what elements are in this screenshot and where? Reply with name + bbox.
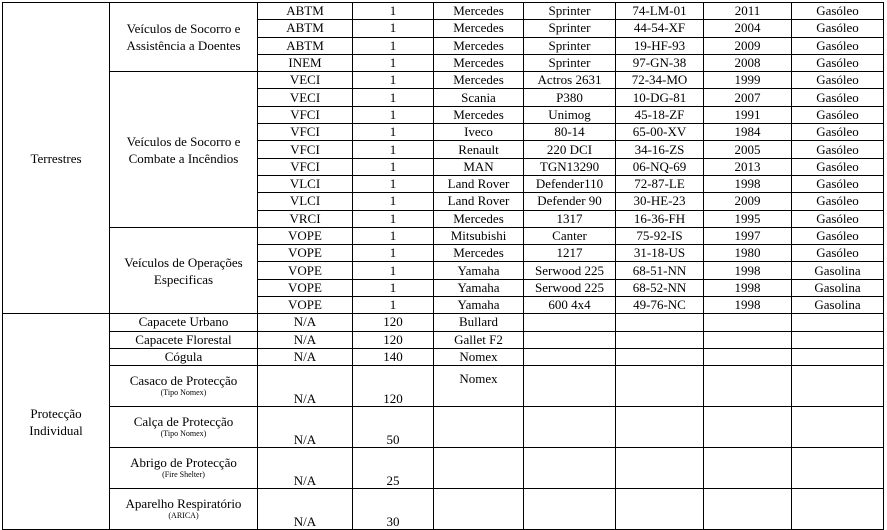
empty-cell	[792, 489, 884, 530]
vehicle-qty: 1	[353, 89, 434, 106]
empty-cell	[524, 366, 616, 407]
vehicle-code: VLCI	[258, 193, 353, 210]
vehicle-fuel: Gasóleo	[792, 20, 884, 37]
vehicle-year: 2007	[704, 89, 792, 106]
protection-item	[110, 331, 258, 348]
vehicle-brand: Renault	[434, 141, 524, 158]
vehicle-qty: 1	[353, 37, 434, 54]
vehicle-plate: 06-NQ-69	[616, 158, 704, 175]
vehicle-year: 1998	[704, 175, 792, 192]
vehicle-qty: 1	[353, 20, 434, 37]
vehicle-plate: 44-54-XF	[616, 20, 704, 37]
vehicle-code: VECI	[258, 89, 353, 106]
protection-na: N/A	[258, 348, 353, 365]
vehicle-brand: Land Rover	[434, 175, 524, 192]
vehicle-year: 2009	[704, 37, 792, 54]
vehicle-plate: 97-GN-38	[616, 54, 704, 71]
protection-row	[3, 314, 884, 331]
vehicle-year: 2005	[704, 141, 792, 158]
protection-item	[110, 366, 258, 407]
vehicle-code: ABTM	[258, 37, 353, 54]
protection-item-name: Capacete Urbano	[138, 314, 229, 330]
vehicle-plate: 49-76-NC	[616, 297, 704, 314]
vehicle-brand: Mercedes	[434, 210, 524, 227]
vehicle-model: 220 DCI	[524, 141, 616, 158]
protection-item	[110, 348, 258, 365]
vehicle-model: 1317	[524, 210, 616, 227]
protection-na: N/A	[258, 448, 353, 489]
vehicle-brand: Scania	[434, 89, 524, 106]
vehicle-plate: 45-18-ZF	[616, 106, 704, 123]
vehicle-fuel: Gasóleo	[792, 89, 884, 106]
empty-cell	[616, 448, 704, 489]
vehicle-model: Sprinter	[524, 20, 616, 37]
vehicle-fuel: Gasóleo	[792, 54, 884, 71]
vehicle-model: TGN13290	[524, 158, 616, 175]
vehicle-year: 1998	[704, 279, 792, 296]
vehicle-fuel: Gasóleo	[792, 193, 884, 210]
category-proteccao: Protecção Individual	[3, 314, 110, 530]
vehicle-plate: 30-HE-23	[616, 193, 704, 210]
vehicle-year: 1984	[704, 124, 792, 141]
empty-cell	[616, 348, 704, 365]
vehicle-brand: Mercedes	[434, 245, 524, 262]
vehicle-model: 80-14	[524, 124, 616, 141]
vehicle-brand: MAN	[434, 158, 524, 175]
vehicle-model: Sprinter	[524, 54, 616, 71]
vehicle-qty: 1	[353, 279, 434, 296]
vehicle-qty: 1	[353, 3, 434, 20]
vehicle-qty: 1	[353, 175, 434, 192]
vehicle-year: 1998	[704, 262, 792, 279]
protection-row	[3, 407, 884, 448]
vehicle-brand: Yamaha	[434, 262, 524, 279]
proteccao-section	[3, 314, 884, 530]
vehicle-code: VFCI	[258, 106, 353, 123]
protection-qty: 140	[353, 348, 434, 365]
vehicle-plate: 16-36-FH	[616, 210, 704, 227]
protection-qty: 120	[353, 366, 434, 407]
protection-item	[110, 489, 258, 530]
vehicle-model: P380	[524, 89, 616, 106]
vehicle-year: 2009	[704, 193, 792, 210]
vehicle-model: Serwood 225	[524, 279, 616, 296]
vehicle-code: VFCI	[258, 124, 353, 141]
vehicle-qty: 1	[353, 106, 434, 123]
vehicle-fuel: Gasóleo	[792, 210, 884, 227]
empty-cell	[616, 314, 704, 331]
vehicle-brand: Land Rover	[434, 193, 524, 210]
vehicle-model: Serwood 225	[524, 262, 616, 279]
vehicle-fuel: Gasóleo	[792, 245, 884, 262]
protection-brand: Bullard	[434, 314, 524, 331]
vehicle-qty: 1	[353, 245, 434, 262]
vehicle-plate: 31-18-US	[616, 245, 704, 262]
empty-cell	[616, 489, 704, 530]
vehicle-code: ABTM	[258, 20, 353, 37]
empty-cell	[524, 489, 616, 530]
protection-qty: 120	[353, 314, 434, 331]
protection-item-name: Aparelho Respiratório	[125, 496, 242, 512]
protection-qty: 120	[353, 331, 434, 348]
protection-row	[3, 348, 884, 365]
protection-item-type: (Fire Shelter)	[162, 470, 205, 480]
protection-row	[3, 489, 884, 530]
protection-item-type: (Tipo Nomex)	[160, 429, 207, 439]
empty-cell	[792, 448, 884, 489]
vehicle-model: 600 4x4	[524, 297, 616, 314]
vehicle-model: 1217	[524, 245, 616, 262]
protection-item-type: (Tipo Nomex)	[160, 388, 207, 398]
empty-cell	[704, 489, 792, 530]
vehicle-year: 1999	[704, 72, 792, 89]
vehicle-fuel: Gasóleo	[792, 106, 884, 123]
protection-item-name: Capacete Florestal	[135, 331, 232, 347]
vehicle-plate: 68-51-NN	[616, 262, 704, 279]
vehicle-model: Actros 2631	[524, 72, 616, 89]
vehicle-qty: 1	[353, 262, 434, 279]
vehicle-year: 2013	[704, 158, 792, 175]
vehicle-qty: 1	[353, 54, 434, 71]
protection-item	[110, 407, 258, 448]
empty-cell	[792, 407, 884, 448]
protection-qty: 25	[353, 448, 434, 489]
empty-cell	[524, 314, 616, 331]
vehicle-qty: 1	[353, 227, 434, 244]
vehicle-model: Canter	[524, 227, 616, 244]
vehicle-code: VFCI	[258, 141, 353, 158]
vehicle-fuel: Gasolina	[792, 279, 884, 296]
terrestres-section	[3, 3, 884, 314]
empty-cell	[704, 366, 792, 407]
vehicle-fuel: Gasolina	[792, 262, 884, 279]
empty-cell	[792, 366, 884, 407]
vehicle-qty: 1	[353, 193, 434, 210]
vehicle-brand: Mitsubishi	[434, 227, 524, 244]
vehicle-qty: 1	[353, 72, 434, 89]
vehicle-model: Unimog	[524, 106, 616, 123]
empty-cell	[704, 448, 792, 489]
vehicle-group-name: Veículos de Socorro e Assistência a Doentes	[110, 3, 258, 72]
vehicle-brand: Yamaha	[434, 279, 524, 296]
empty-cell	[792, 348, 884, 365]
vehicle-year: 2004	[704, 20, 792, 37]
vehicle-brand: Mercedes	[434, 106, 524, 123]
vehicle-row	[3, 72, 884, 89]
vehicle-fuel: Gasóleo	[792, 141, 884, 158]
vehicle-code: VOPE	[258, 262, 353, 279]
vehicle-brand: Mercedes	[434, 72, 524, 89]
vehicle-brand: Mercedes	[434, 3, 524, 20]
protection-brand: Nomex	[434, 366, 524, 407]
inventory-table	[2, 2, 884, 530]
empty-cell	[704, 348, 792, 365]
protection-brand	[434, 448, 524, 489]
vehicle-plate: 72-34-MO	[616, 72, 704, 89]
vehicle-row	[3, 3, 884, 20]
vehicle-group-name: Veículos de Socorro e Combate a Incêndios	[110, 72, 258, 228]
empty-cell	[524, 348, 616, 365]
protection-brand: Gallet F2	[434, 331, 524, 348]
vehicle-code: VRCI	[258, 210, 353, 227]
protection-item-name: Abrigo de Protecção	[130, 455, 237, 471]
protection-brand: Nomex	[434, 348, 524, 365]
vehicle-code: VFCI	[258, 158, 353, 175]
empty-cell	[524, 448, 616, 489]
vehicle-plate: 75-92-IS	[616, 227, 704, 244]
vehicle-fuel: Gasolina	[792, 297, 884, 314]
vehicle-qty: 1	[353, 297, 434, 314]
vehicle-model: Defender 90	[524, 193, 616, 210]
vehicle-brand: Mercedes	[434, 37, 524, 54]
vehicle-fuel: Gasóleo	[792, 37, 884, 54]
vehicle-model: Defender110	[524, 175, 616, 192]
empty-cell	[616, 366, 704, 407]
vehicle-code: VOPE	[258, 245, 353, 262]
protection-row	[3, 448, 884, 489]
empty-cell	[704, 314, 792, 331]
empty-cell	[616, 331, 704, 348]
vehicle-model: Sprinter	[524, 3, 616, 20]
vehicle-qty: 1	[353, 158, 434, 175]
vehicle-brand: Iveco	[434, 124, 524, 141]
vehicle-year: 1997	[704, 227, 792, 244]
empty-cell	[792, 331, 884, 348]
vehicle-plate: 68-52-NN	[616, 279, 704, 296]
vehicle-plate: 34-16-ZS	[616, 141, 704, 158]
protection-qty: 30	[353, 489, 434, 530]
vehicle-fuel: Gasóleo	[792, 124, 884, 141]
vehicle-year: 1991	[704, 106, 792, 123]
protection-row	[3, 366, 884, 407]
vehicle-year: 1980	[704, 245, 792, 262]
vehicle-brand: Mercedes	[434, 20, 524, 37]
vehicle-year: 2011	[704, 3, 792, 20]
vehicle-fuel: Gasóleo	[792, 175, 884, 192]
protection-qty: 50	[353, 407, 434, 448]
vehicle-fuel: Gasóleo	[792, 158, 884, 175]
vehicle-model: Sprinter	[524, 37, 616, 54]
protection-na: N/A	[258, 314, 353, 331]
empty-cell	[704, 331, 792, 348]
vehicle-brand: Mercedes	[434, 54, 524, 71]
protection-row	[3, 331, 884, 348]
vehicle-fuel: Gasóleo	[792, 3, 884, 20]
vehicle-row	[3, 227, 884, 244]
vehicle-fuel: Gasóleo	[792, 227, 884, 244]
protection-item-type: (ARICA)	[168, 511, 199, 521]
vehicle-qty: 1	[353, 141, 434, 158]
protection-na: N/A	[258, 489, 353, 530]
vehicle-plate: 72-87-LE	[616, 175, 704, 192]
vehicle-code: VECI	[258, 72, 353, 89]
vehicle-qty: 1	[353, 124, 434, 141]
empty-cell	[704, 407, 792, 448]
protection-item	[110, 448, 258, 489]
vehicle-brand: Yamaha	[434, 297, 524, 314]
vehicle-qty: 1	[353, 210, 434, 227]
empty-cell	[792, 314, 884, 331]
vehicle-year: 1995	[704, 210, 792, 227]
vehicle-code: VOPE	[258, 227, 353, 244]
vehicle-group-name: Veículos de Operações Especificas	[110, 227, 258, 313]
empty-cell	[524, 407, 616, 448]
protection-brand	[434, 407, 524, 448]
vehicle-year: 1998	[704, 297, 792, 314]
protection-item	[110, 314, 258, 331]
vehicle-plate: 74-LM-01	[616, 3, 704, 20]
vehicle-code: VLCI	[258, 175, 353, 192]
vehicle-code: ABTM	[258, 3, 353, 20]
empty-cell	[524, 331, 616, 348]
protection-na: N/A	[258, 331, 353, 348]
vehicle-plate: 65-00-XV	[616, 124, 704, 141]
vehicle-plate: 10-DG-81	[616, 89, 704, 106]
protection-na: N/A	[258, 366, 353, 407]
vehicle-year: 2008	[704, 54, 792, 71]
category-terrestres: Terrestres	[3, 3, 110, 314]
protection-item-name: Cógula	[164, 349, 203, 365]
protection-brand	[434, 489, 524, 530]
vehicle-fuel: Gasóleo	[792, 72, 884, 89]
protection-na: N/A	[258, 407, 353, 448]
vehicle-plate: 19-HF-93	[616, 37, 704, 54]
vehicle-code: VOPE	[258, 279, 353, 296]
empty-cell	[616, 407, 704, 448]
vehicle-code: VOPE	[258, 297, 353, 314]
protection-item-name: Calça de Protecção	[133, 414, 234, 430]
protection-item-name: Casaco de Protecção	[129, 373, 238, 389]
vehicle-code: INEM	[258, 54, 353, 71]
